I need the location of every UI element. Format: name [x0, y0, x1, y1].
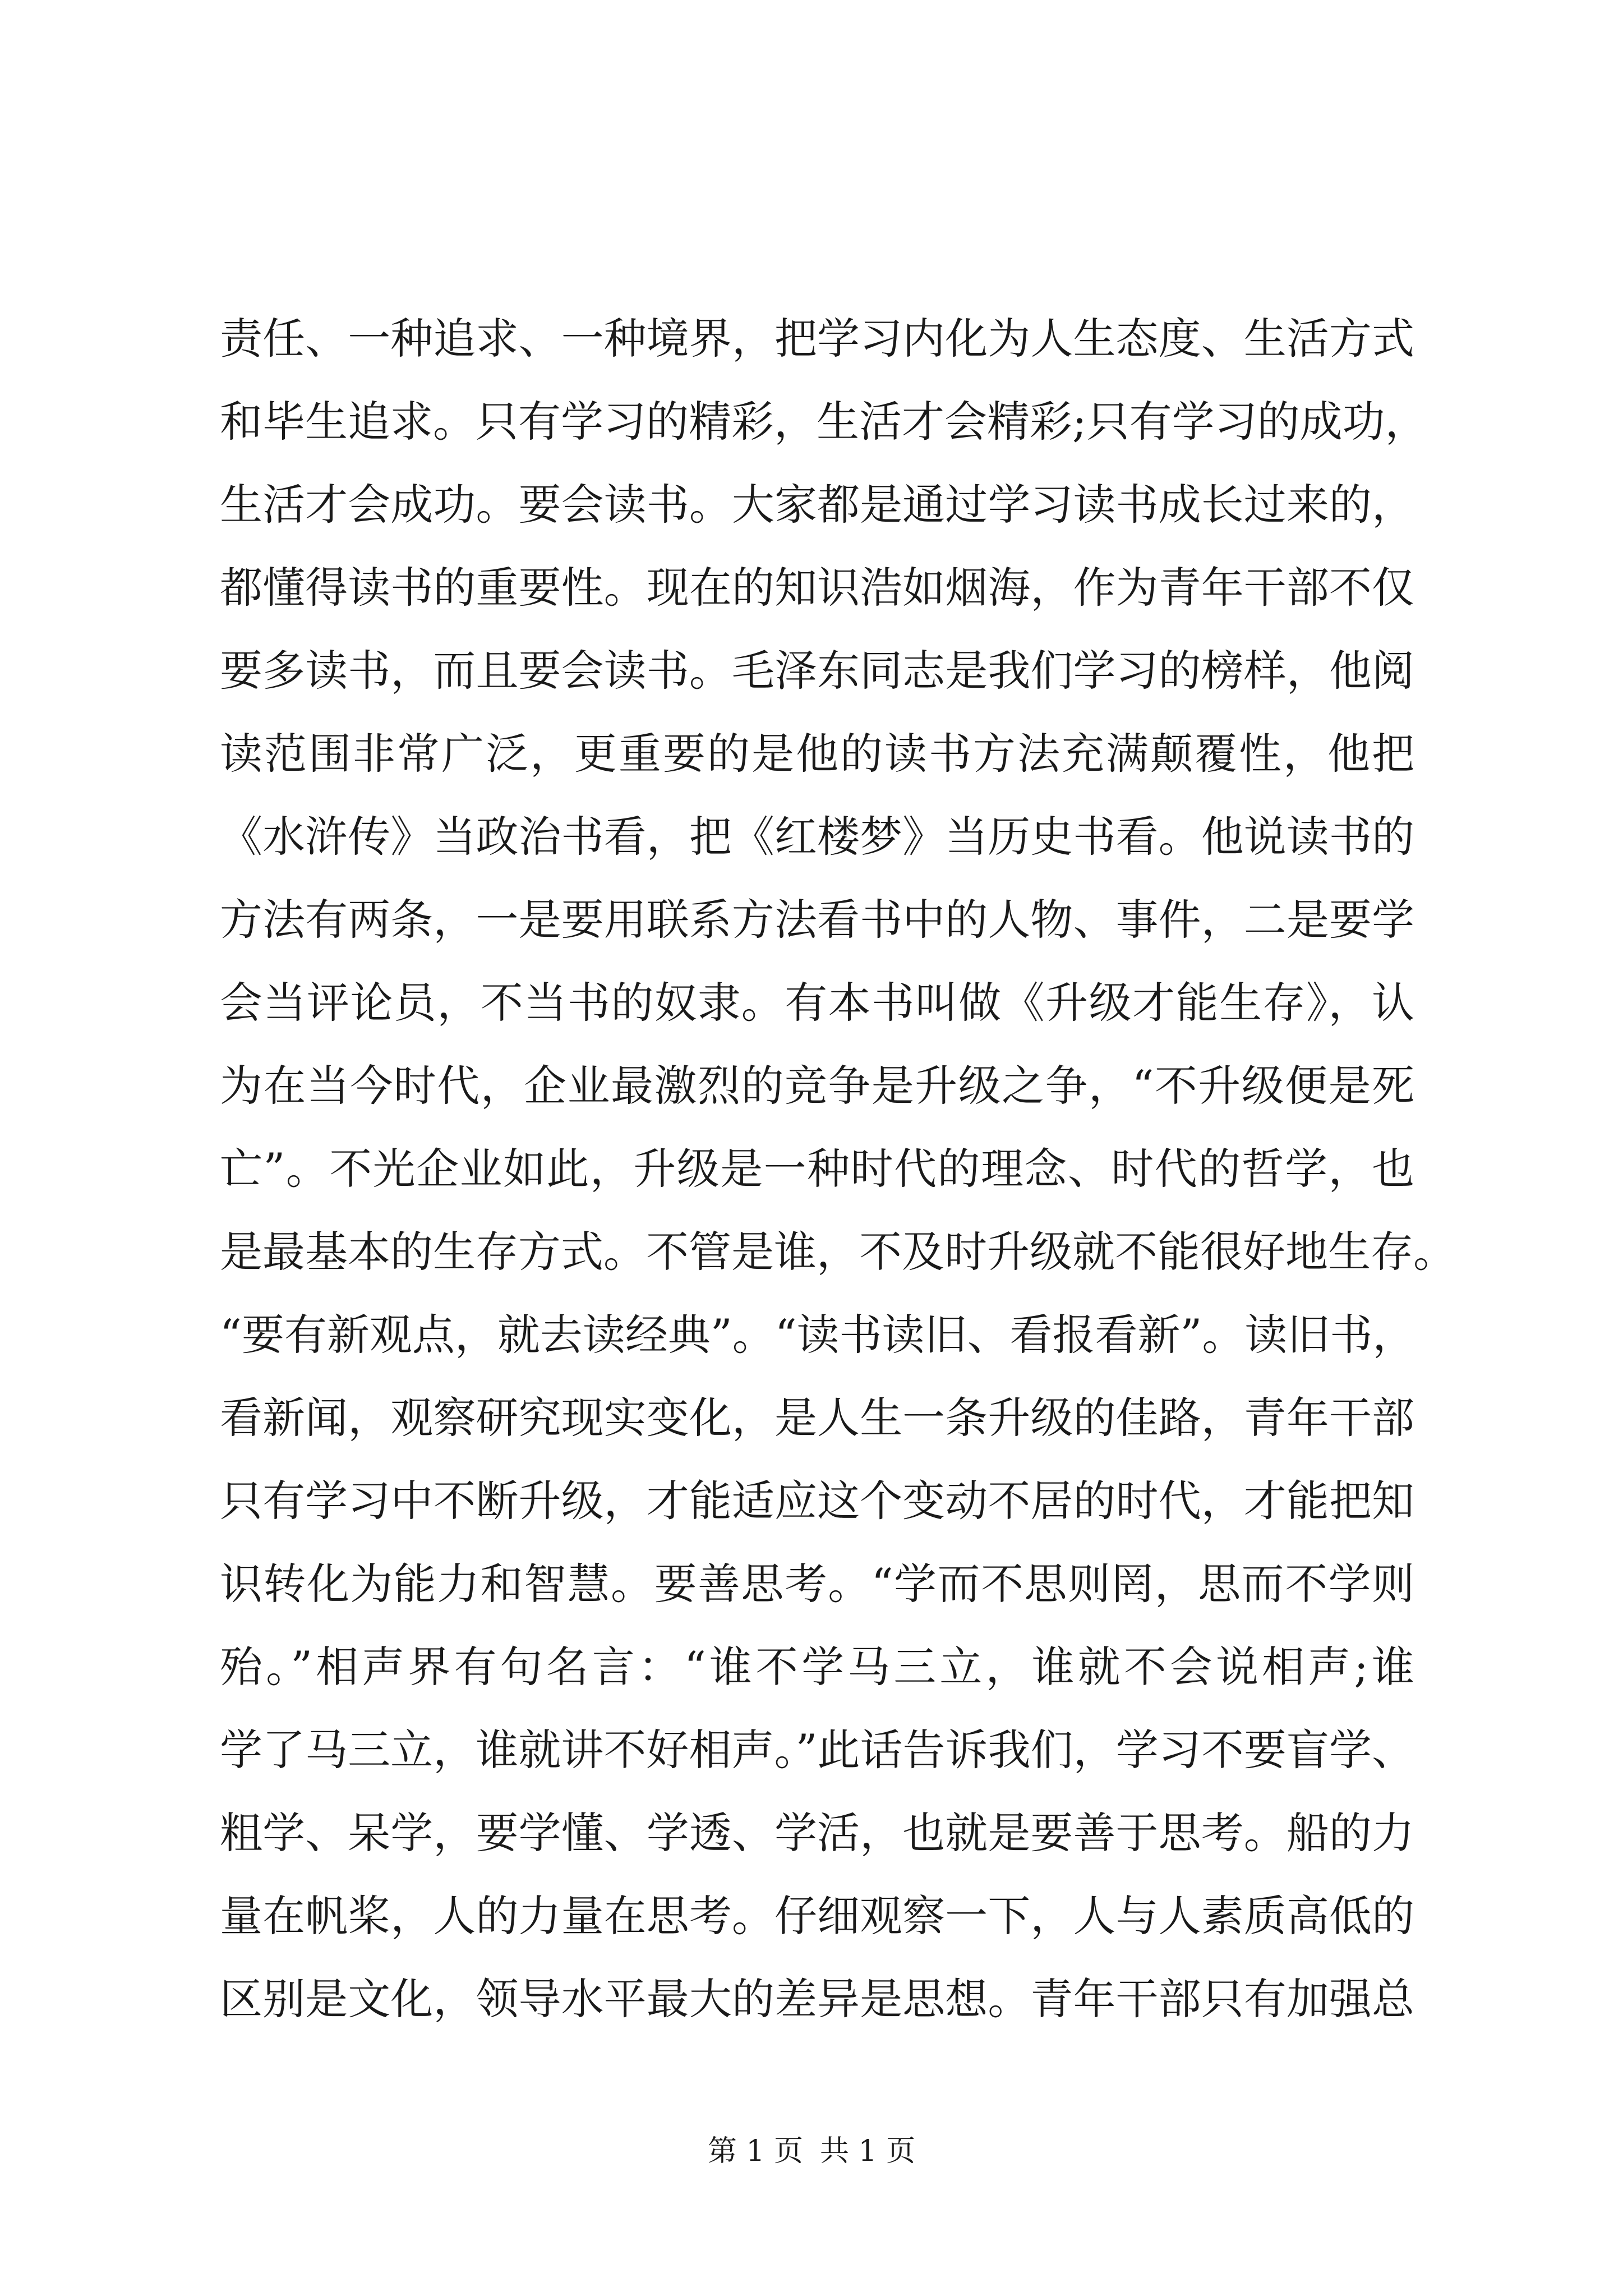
text-line: 识转化为能力和智慧。要善思考。“学而不思则罔，思而不学则	[220, 1559, 1414, 1609]
text-line: 读范围非常广泛，更重要的是他的读书方法充满颠覆性，他把	[220, 729, 1414, 779]
text-line: 是最基本的生存方式。不管是谁，不及时升级就不能很好地生存。	[220, 1227, 1456, 1277]
text-line: 生活才会成功。要会读书。大家都是通过学习读书成长过来的，	[220, 480, 1414, 530]
text-line: 都懂得读书的重要性。现在的知识浩如烟海，作为青年干部不仅	[220, 563, 1414, 613]
text-line: 方法有两条，一是要用联系方法看书中的人物、事件，二是要学	[220, 895, 1414, 945]
text-line: 亡”。不光企业如此，升级是一种时代的理念、时代的哲学，也	[220, 1144, 1414, 1194]
text-line: 量在帆桨，人的力量在思考。仔细观察一下，人与人素质高低的	[220, 1891, 1414, 1941]
text-line: 《水浒传》当政治书看，把《红楼梦》当历史书看。他说读书的	[220, 812, 1414, 862]
text-line: 看新闻，观察研究现实变化，是人生一条升级的佳路，青年干部	[220, 1393, 1414, 1443]
text-line: 为在当今时代，企业最激烈的竞争是升级之争，“不升级便是死	[220, 1061, 1414, 1111]
text-line: 学了马三立，谁就讲不好相声。”此话告诉我们，学习不要盲学、	[220, 1725, 1414, 1775]
text-line: “要有新观点，就去读经典”。“读书读旧、看报看新”。读旧书，	[220, 1310, 1415, 1360]
page-total: 共 1 页	[820, 2134, 916, 2168]
body-text	[220, 297, 1456, 2041]
text-line: 殆。”相声界有句名言：“谁不学马三立，谁就不会说相声;谁	[220, 1642, 1414, 1692]
text-line: 区别是文化，领导水平最大的差异是思想。青年干部只有加强总	[220, 1974, 1414, 2024]
text-line: 责任、一种追求、一种境界，把学习内化为人生态度、生活方式	[220, 314, 1414, 364]
text-line: 要多读书，而且要会读书。毛泽东同志是我们学习的榜样，他阅	[220, 646, 1414, 696]
page-number: 第 1 页	[707, 2134, 803, 2168]
text-line: 和毕生追求。只有学习的精彩，生活才会精彩;只有学习的成功，	[220, 397, 1428, 447]
page-footer	[0, 2134, 1623, 2168]
text-line: 只有学习中不断升级，才能适应这个变动不居的时代，才能把知	[220, 1476, 1414, 1526]
text-line: 粗学、呆学，要学懂、学透、学活，也就是要善于思考。船的力	[220, 1808, 1414, 1858]
text-line: 会当评论员，不当书的奴隶。有本书叫做《升级才能生存》，认	[220, 978, 1414, 1028]
